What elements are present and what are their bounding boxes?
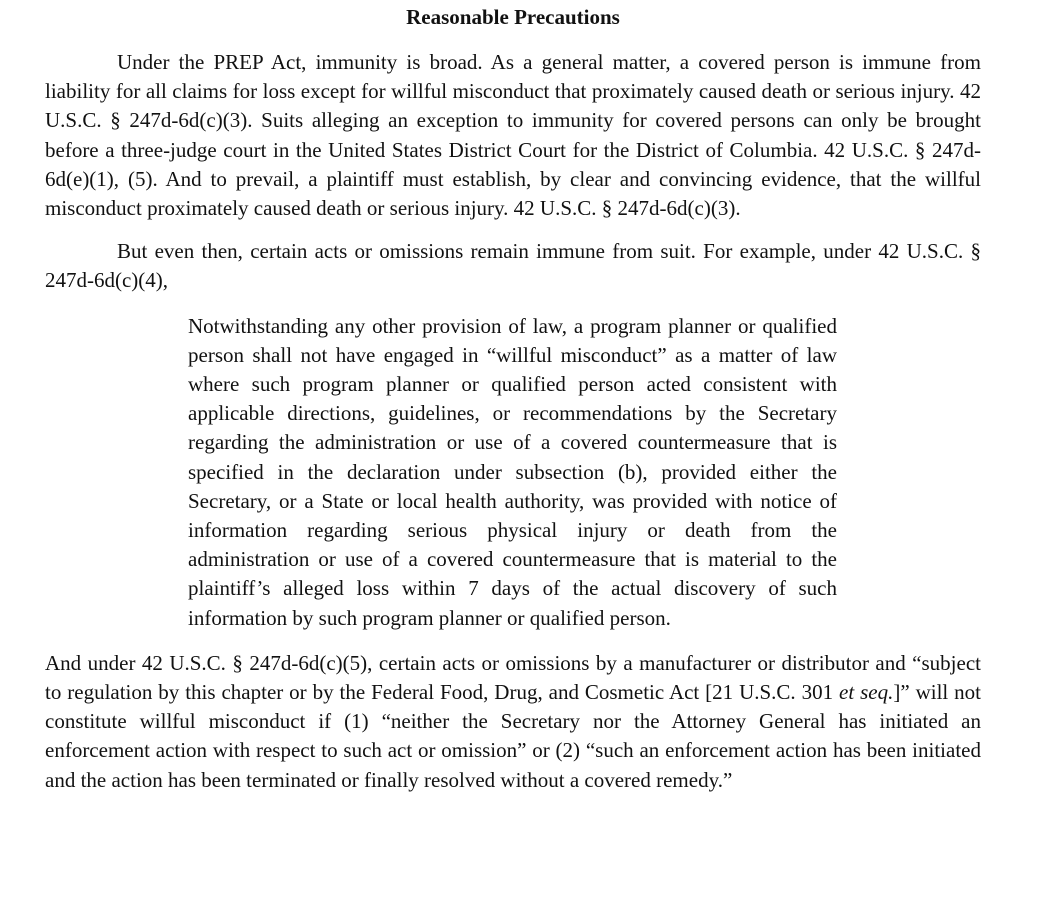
paragraph-manufacturer-distributor	[45, 649, 981, 795]
paragraph-immunity-overview: Under the PREP Act, immunity is broad. As a general matter, a covered person is immune from liability for all claims for loss except for willful misconduct that proximately caused death or serious injury. 42 U.S.C. § 247d-6d(c)(3). Suits alleging an exception to immunity for covered persons can only be brought before a three-judge court in the United States District Court for the District of Columbia. 42 U.S.C. § 247d-6d(e)(1), (5). And to prevail, a plaintiff must establish, by clear and convincing evidence, that the willful misconduct proximately caused death or serious injury. 42 U.S.C. § 247d-6d(c)(3).	[45, 50, 981, 221]
paragraph-3-part-1: And under 42 U.S.C. § 247d-6d(c)(5), certain acts or omissions by a manufacturer or distributor and “subject to regulation by this chapter or by the Federal Food, Drug, and Cosmetic Act [21 U.S.C. 301	[45, 650, 981, 705]
document-page	[45, 0, 981, 795]
italic-et-seq: et seq.	[839, 680, 894, 705]
section-heading: Reasonable Precautions	[406, 5, 620, 29]
block-quote-statute: Notwithstanding any other provision of law, a program planner or qualified person shall not have engaged in “willful misconduct” as a matter of law where such program planner or qualified person acted consistent with applicable directions, guidelines, or recommendations by the Secretary regarding the administration or use of a covered countermeasure that is specified in the declaration under subsection (b), provided either the Secretary, or a State or local health authority, was provided with notice of information regarding serious physical injury or death from the administration or use of a covered countermeasure that is material to the plaintiff’s alleged loss within 7 days of the actual discovery of such information by such program planner or qualified person.	[188, 313, 837, 630]
paragraph-3-part-2: ]” will not constitute willful misconduct if (1) “neither the Secretary nor the Attorney General has initiated an enforcement action with respect to such act or omission” or (2) “such an enforcement action has been initiated and the action has been terminated or finally resolved without a covered remedy.”	[45, 680, 981, 792]
paragraph-exceptions-intro: But even then, certain acts or omissions remain immune from suit. For example, under 42 U.S.C. § 247d-6d(c)(4),	[45, 239, 981, 293]
